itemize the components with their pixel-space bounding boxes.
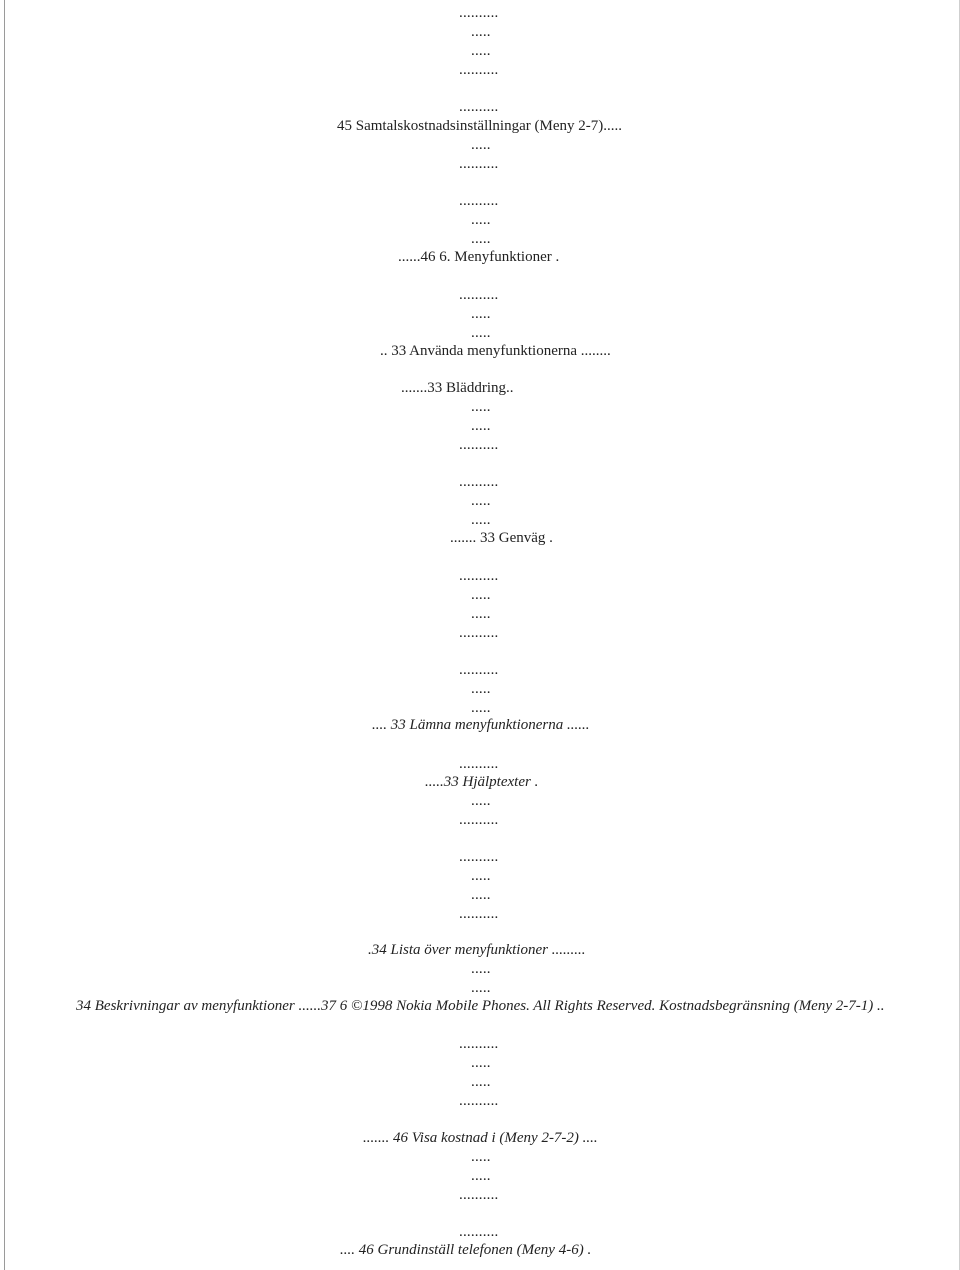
toc-dots: ..... <box>471 493 491 509</box>
toc-dots: ..... <box>471 980 491 996</box>
toc-dots: .......... <box>459 474 499 490</box>
toc-dots: ..... <box>471 418 491 434</box>
toc-dots: .......... <box>459 287 499 303</box>
toc-entry-lista: .34 Lista över menyfunktioner ......... <box>368 942 586 958</box>
toc-entry-lamna: .... 33 Lämna menyfunktionerna ...... <box>372 717 590 733</box>
toc-dots: .......... <box>459 156 499 172</box>
toc-dots: ..... <box>471 681 491 697</box>
toc-dots: .......... <box>459 849 499 865</box>
toc-dots: .......... <box>459 906 499 922</box>
toc-dots: .......... <box>459 625 499 641</box>
toc-dots: .......... <box>459 662 499 678</box>
toc-dots: ..... <box>471 606 491 622</box>
toc-entry-bladdring: .......33 Bläddring.. <box>401 380 514 396</box>
toc-entry-genvag: ....... 33 Genväg . <box>450 530 553 546</box>
toc-entry-menyfunktioner: ......46 6. Menyfunktioner . <box>398 249 560 265</box>
toc-entry-grundinstall: .... 46 Grundinställ telefonen (Meny 4-6) . <box>340 1242 592 1258</box>
toc-dots: .......... <box>459 5 499 21</box>
toc-dots: ..... <box>471 887 491 903</box>
toc-dots: ..... <box>471 137 491 153</box>
toc-entry-samtalskostnad: 45 Samtalskostnadsinställningar (Meny 2-7)..... <box>337 118 622 134</box>
toc-dots: ..... <box>471 1055 491 1071</box>
toc-dots: .......... <box>459 756 499 772</box>
toc-dots: ..... <box>471 1074 491 1090</box>
toc-dots: .......... <box>459 62 499 78</box>
toc-entry-hjalptexter: .....33 Hjälptexter . <box>425 774 539 790</box>
toc-dots: ..... <box>471 961 491 977</box>
toc-dots: ..... <box>471 587 491 603</box>
toc-dots: ..... <box>471 1149 491 1165</box>
toc-entry-beskrivningar: 34 Beskrivningar av menyfunktioner ......37 6 ©1998 Nokia Mobile Phones. All Rights Reserved. Kostnadsbegränsning (Meny 2-7-1) .. <box>76 998 885 1014</box>
toc-dots: ..... <box>471 231 491 247</box>
toc-dots: .......... <box>459 99 499 115</box>
toc-dots: ..... <box>471 793 491 809</box>
toc-dots: .......... <box>459 193 499 209</box>
toc-dots: ..... <box>471 325 491 341</box>
toc-dots: .......... <box>459 1224 499 1240</box>
page-left-border <box>4 0 5 1270</box>
toc-dots: .......... <box>459 812 499 828</box>
toc-dots: .......... <box>459 1093 499 1109</box>
toc-dots: ..... <box>471 306 491 322</box>
toc-dots: ..... <box>471 868 491 884</box>
toc-dots: ..... <box>471 212 491 228</box>
toc-entry-anvanda: .. 33 Använda menyfunktionerna ........ <box>380 343 611 359</box>
toc-entry-visa-kostnad: ....... 46 Visa kostnad i (Meny 2-7-2) .... <box>363 1130 598 1146</box>
toc-dots: .......... <box>459 437 499 453</box>
toc-dots: .......... <box>459 1036 499 1052</box>
toc-dots: ..... <box>471 512 491 528</box>
toc-dots: ..... <box>471 1168 491 1184</box>
toc-dots: ..... <box>471 399 491 415</box>
toc-dots: ..... <box>471 700 491 716</box>
toc-dots: .......... <box>459 568 499 584</box>
toc-dots: ..... <box>471 43 491 59</box>
toc-dots: .......... <box>459 1187 499 1203</box>
toc-dots: ..... <box>471 24 491 40</box>
